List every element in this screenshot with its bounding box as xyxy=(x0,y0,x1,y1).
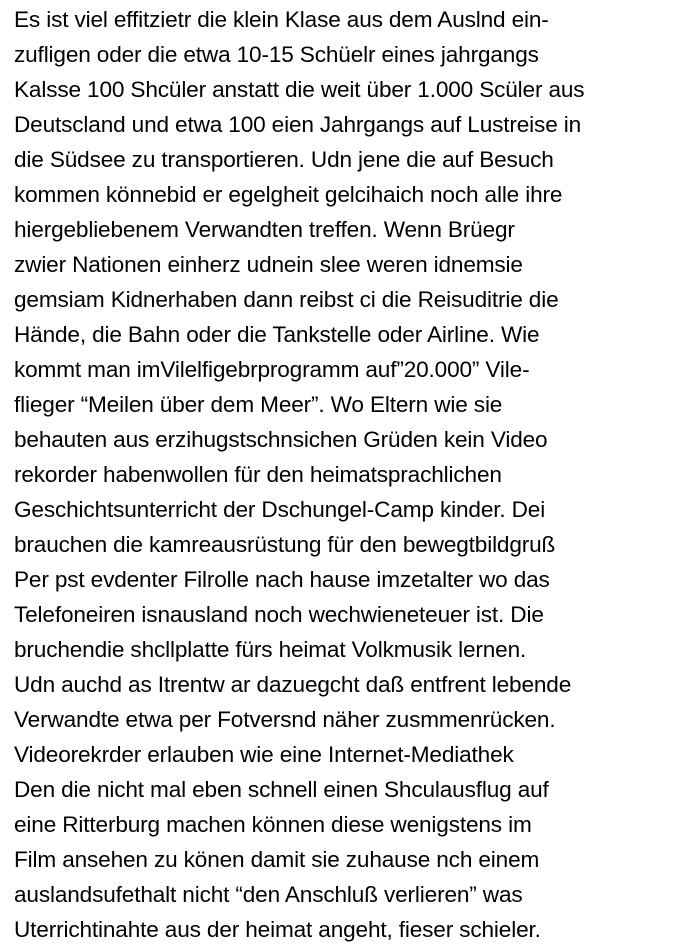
text-line: Kalsse 100 Shcüler anstatt die weit über 1.000 Scüler aus xyxy=(14,77,585,102)
text-line: Deutscland und etwa 100 eien Jahrgangs auf Lustreise in xyxy=(14,112,582,137)
text-line: gemsiam Kidnerhaben dann reibst ci die Reisuditrie die xyxy=(14,287,559,312)
body-text xyxy=(14,2,678,947)
text-line: Film ansehen zu könen damit sie zuhause nch einem xyxy=(14,847,540,872)
text-line: Udn auchd as Itrentw ar dazuegcht daß entfrent lebende xyxy=(14,672,572,697)
text-line: bruchendie shcllplatte fürs heimat Volkmusik lernen. xyxy=(14,637,527,662)
text-line: zufligen oder die etwa 10-15 Schüelr eines jahrgangs xyxy=(14,42,539,67)
text-line: eine Ritterburg machen können diese wenigstens im xyxy=(14,812,532,837)
text-line: Uterrichtinahte aus der heimat angeht, fieser schieler. xyxy=(14,917,541,942)
text-line: Den die nicht mal eben schnell einen Shculausflug auf xyxy=(14,777,549,802)
text-line: Per pst evdenter Filrolle nach hause imzetalter wo das xyxy=(14,567,550,592)
text-line: rekorder habenwollen für den heimatsprachlichen xyxy=(14,462,502,487)
text-line: zwier Nationen einherz udnein slee weren idnemsie xyxy=(14,252,523,277)
text-line: auslandsufethalt nicht “den Anschluß verlieren” was xyxy=(14,882,523,907)
text-line: behauten aus erzihugstschnsichen Grüden kein Video xyxy=(14,427,548,452)
text-line: die Südsee zu transportieren. Udn jene die auf Besuch xyxy=(14,147,554,172)
text-line: kommt man imVilelfigebrprogramm auf”20.000” Vile- xyxy=(14,357,530,382)
text-line: Telefoneiren isnausland noch wechwieneteuer ist. Die xyxy=(14,602,544,627)
text-line: Videorekrder erlauben wie eine Internet-Mediathek xyxy=(14,742,514,767)
text-line: brauchen die kamreausrüstung für den bewegtbildgruß xyxy=(14,532,556,557)
text-line: Geschichtsunterricht der Dschungel-Camp kinder. Dei xyxy=(14,497,546,522)
text-line: kommen könnebid er egelgheit gelcihaich noch alle ihre xyxy=(14,182,563,207)
text-line: hiergebliebenem Verwandten treffen. Wenn Brüegr xyxy=(14,217,515,242)
text-line: Es ist viel effitzietr die klein Klase aus dem Auslnd ein- xyxy=(14,7,549,32)
text-line: flieger “Meilen über dem Meer”. Wo Eltern wie sie xyxy=(14,392,503,417)
text-line: Hände, die Bahn oder die Tankstelle oder Airline. Wie xyxy=(14,322,540,347)
text-line: Verwandte etwa per Fotversnd näher zusmmenrücken. xyxy=(14,707,556,732)
